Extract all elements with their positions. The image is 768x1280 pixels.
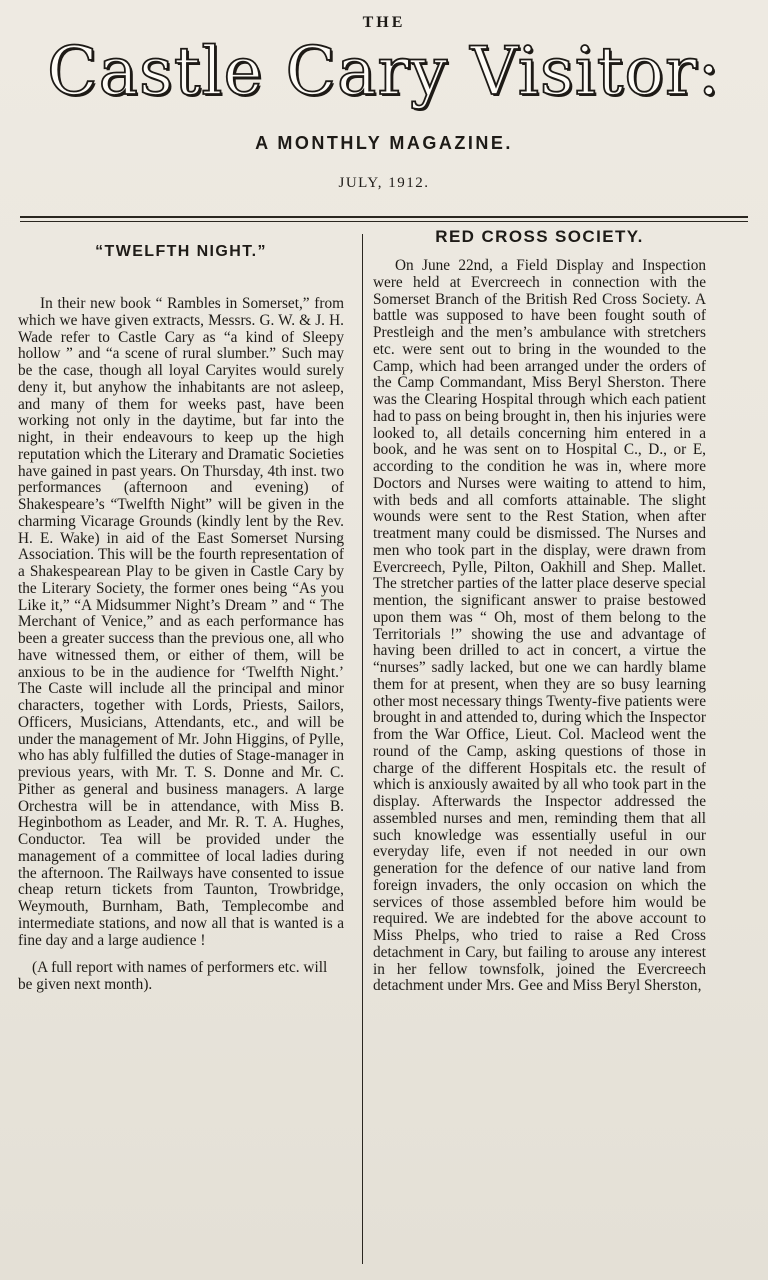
article-body: In their new book “ Rambles in Somerset,” from which we have given extracts, Messrs. G. W. & J. H. Wade refer to Castle Cary as “a kind of Sleepy hollow ” and “a scene of rural slumber.” Such may be the case, though all loyal Caryites would surely deny it, but anyhow the inhabitants are not asleep, and many of them for weeks past, have been working not only in the daytime, but far into the night, in their endeavours to keep up the high reputation which the Literary and Dramatic Societies have gained in past years. On Thursday, 4th inst. two performances (afternoon and evening) of Shakespeare’s “Twelfth Night” will be given in the charming Vicarage Grounds (kindly lent by the Rev. H. E. Wake) in aid of the East Somerset Nursing Association. This will be the fourth representation of a Shakespearean Play to be given in Castle Cary by the Literary Society, the former ones being “As you Like it,” “A Midsummer Night’s Dream ” and “ The Merchant of Venice,” and as each performance has been a greater success than the previous one, all who have witnessed them, or either of them, will be anxious to be in the audience for ‘Twelfth Night.’ The Caste will include all the principal and minor characters, together with Lords, Priests, Sailors, Officers, Musicians, Attendants, etc., and will be under the management of Mr. John Higgins, of Pylle, who has ably fulfilled the duties of Stage-manager in previous years, with Mr. T. S. Donne and Mr. C. Pither as general and business managers. A large Orchestra will be in attendance, with Miss B. Heginbothom as Leader, and Mr. R. T. A. Hughes, Conductor. Tea will be provided under the management of a committee of local ladies during the afternoon. The Railways have consented to issue cheap return tickets from Taunton, Trowbridge, Weymouth, Burnham, Bath, Templecombe and intermediate stations, and now all that is wanted is a fine day and a large audience ! xyxy=(18,295,344,949)
column-divider xyxy=(362,234,363,1264)
masthead-subtitle: A MONTHLY MAGAZINE. xyxy=(255,133,513,153)
article-body: On June 22nd, a Field Display and Inspection were held at Evercreech in connection with the Somerset Branch of the British Red Cross Society. A battle was supposed to have been fought south of Prestleigh and the men’s ambulance with stretchers etc. were sent out to bring in the wounded to the Camp, which had been arranged under the orders of the Camp Commandant, Miss Beryl Sherston. There was the Clearing Hospital through which each patient had to pass on being brought in, then his injuries were looked to, all details concerning him entered in a book, and he was sent on to Hospital C., D., or E, according to the condition he was in, where more Doctors and Nurses were waiting to attend to him, with beds and all comforts attainable. The slight wounds were sent to the Rest Station, when after treatment many could be dismissed. The Nurses and men who took part in the display, were drawn from Evercreech, Pylle, Pilton, Oakhill and Shep. Mallet. The stretcher parties of the latter place deserve special mention, the significant answer to praise bestowed upon them was “ Oh, most of them belong to the Territorials !” showing the use and advantage of having been drilled to act in concert, a virtue the “nurses” sadly lacked, but one we can hardly blame them for at present, when they are so busy learning other most necessary things Twenty-five patients were brought in and attended to, during which the Inspector from the War Office, Lieut. Col. Macleod went the round of the Camp, asking questions of those in charge of the different Hospitals etc. the result of which is anxiously awaited by all who took part in the display. Afterwards the Inspector addressed the assembled nurses and men, reminding them that all such knowledge was essentially useful in our everyday life, even if not needed in our own generation for the defence of our native land from foreign invaders, the only occasion on which the services of those assembled before him would be required. We are indebted for the above account to Miss Phelps, who tried to raise a Red Cross detachment in Cary, but failing to arouse any interest in her fellow townsfolk, joined the Evercreech detachment under Mrs. Gee and Miss Beryl Sherston, xyxy=(373,257,706,995)
article-twelfth-night xyxy=(18,238,344,993)
article-heading: RED CROSS SOCIETY. xyxy=(435,227,644,246)
masthead-the: THE xyxy=(362,14,406,31)
article-note: (A full report with names of performers etc. will be given next month). xyxy=(18,959,328,994)
header-rule-thin xyxy=(20,221,748,222)
issue-date: JULY, 1912. xyxy=(338,175,430,191)
header-rule-thick xyxy=(20,216,748,218)
masthead-title: Castle Cary Visitor: xyxy=(47,33,721,110)
article-red-cross-society xyxy=(373,224,706,995)
article-heading: “TWELFTH NIGHT.” xyxy=(95,243,267,260)
